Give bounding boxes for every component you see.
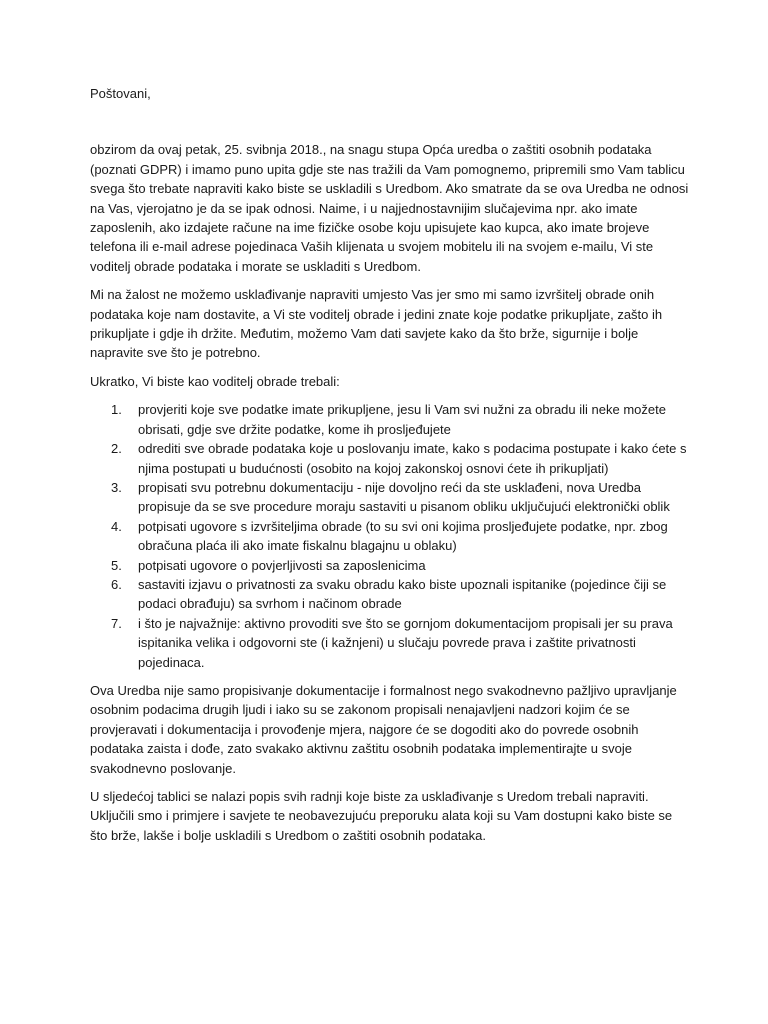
table-reference-paragraph: U sljedećoj tablici se nalazi popis svih radnji koje biste za usklađivanje s Uredom trebali napraviti. Uključili smo i primjere i savjete te neobavezujuću preporuku alata koji su Vam dostupni kako biste se što brže, lakše i bolje uskladili s Uredbom o zaštiti osobnih podataka. bbox=[90, 789, 673, 843]
list-item-text: potpisati ugovore s izvršiteljima obrade (to su svi oni kojima prosljeđujete podatke, npr. zbog obračuna plaća ili ako imate fiskalnu blagajnu u oblaku) bbox=[138, 518, 668, 554]
letter-body bbox=[90, 84, 690, 854]
list-item-number: 1. bbox=[111, 402, 122, 418]
list-item-text: propisati svu potrebnu dokumentaciju - nije dovoljno reći da ste usklađeni, nova Uredba propisuje da se sve procedure moraju sastaviti u pisanom obliku uključujući elektronički oblik bbox=[138, 479, 670, 515]
list-item bbox=[90, 575, 690, 614]
list-intro: Ukratko, Vi biste kao voditelj obrade trebali: bbox=[90, 373, 340, 389]
processor-paragraph: Mi na žalost ne možemo usklađivanje napraviti umjesto Vas jer smo mi samo izvršitelj obrade onih podataka koje nam dostavite, a Vi ste voditelj obrade i jedini znate koje podatke prikupljate, zašto ih prikupljate i gdje ih držite. Međutim, možemo Vam dati savjete kako da što brže, sigurnije i bolje napravite sve što je potrebno. bbox=[90, 287, 663, 361]
list-item bbox=[90, 478, 690, 517]
list-item-number: 7. bbox=[111, 615, 122, 631]
list-item-text: sastaviti izjavu o privatnosti za svaku obradu kako biste upoznali ispitanike (pojedince čiji se podaci obrađuju) sa svrhom i načinom obrade bbox=[138, 576, 667, 612]
list-item-number: 3. bbox=[111, 479, 122, 495]
list-item-number: 4. bbox=[111, 518, 122, 534]
list-item bbox=[90, 400, 690, 439]
list-item-text: i što je najvažnije: aktivno provoditi sve što se gornjom dokumentacijom propisali jer su prava ispitanika velika i odgovorni ste (i kažnjeni) u slučaju povrede prava i zaštite privatnosti pojedinaca. bbox=[138, 615, 673, 670]
task-list bbox=[90, 400, 690, 672]
list-item-number: 2. bbox=[111, 441, 122, 457]
greeting: Poštovani, bbox=[90, 86, 151, 101]
list-item-text: provjeriti koje sve podatke imate prikupljene, jesu li Vam svi nužni za obradu ili neke možete obrisati, gdje sve držite podatke, kome ih prosljeđujete bbox=[138, 402, 666, 437]
list-item bbox=[90, 517, 690, 556]
list-item-number: 6. bbox=[111, 576, 122, 592]
list-item bbox=[90, 556, 690, 575]
list-item-text: odrediti sve obrade podataka koje u poslovanju imate, kako s podacima postupate i kako ćete s njima postupati u budućnosti (osobito na kojoj zakonskoj osnovi ćete ih prikupljati) bbox=[138, 441, 687, 476]
list-item-text: potpisati ugovore o povjerljivosti sa zaposlenicima bbox=[138, 557, 426, 573]
list-item-number: 5. bbox=[111, 557, 122, 573]
regulation-paragraph: Ova Uredba nije samo propisivanje dokumentacije i formalnost nego svakodnevno pažljivo upravljanje osobnim podacima drugih ljudi i iako su se zakonom propisali nenajavljeni nadzori kojim će se provjeravati i dokumentacija i provođenje mjera, najgore će se dogoditi ako do povrede osobnih podataka zaista i dođe, zato svakako aktivnu zaštitu osobnih podataka implementirajte u svoje svakodnevno poslovanje. bbox=[90, 682, 677, 776]
list-item bbox=[90, 439, 690, 478]
list-item bbox=[90, 614, 690, 672]
intro-paragraph: obzirom da ovaj petak, 25. svibnja 2018., na snagu stupa Opća uredba o zaštiti osobnih podataka (poznati GDPR) i imamo puno upita gdje ste nas tražili da Vam pomognemo, pripremili smo Vam tablicu svega što trebate napraviti kako biste se uskladili s Uredbom. Ako smatrate da se ova Uredba ne odnosi na Vas, vjerojatno je da se ipak odnosi. Naime, i u najjednostavnijim slučajevima npr. ako imate zaposlenih, ako izdajete račune na ime fizičke osobe koju upisujete kao kupca, ako imate brojeve telefona ili e-mail adrese pojedinaca Vaših klijenata u svojem mobitelu ili na svojem e-mailu, Vi ste voditelj obrade podataka i morate se uskladiti s Uredbom. bbox=[90, 142, 689, 274]
